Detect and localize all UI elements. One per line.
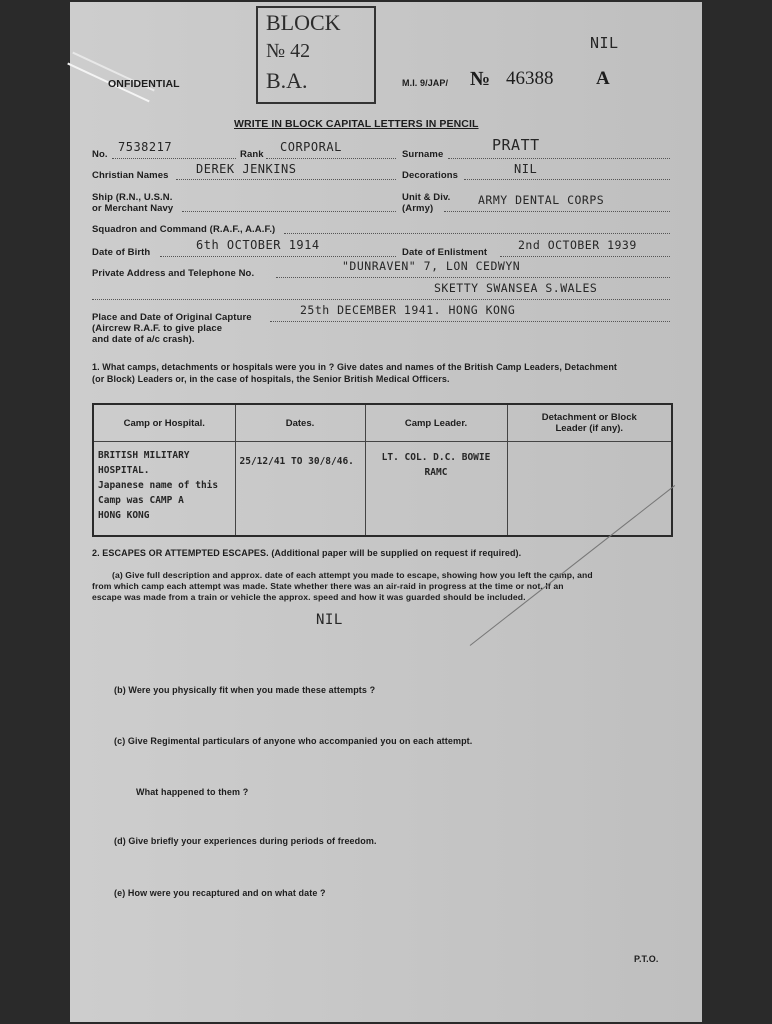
surname-value: PRATT <box>492 136 540 154</box>
q1-text-1: 1. What camps, detachments or hospitals were you in ? Give dates and names of the British Camp Leaders, Detachment <box>92 362 618 372</box>
header-camp-leader: Camp Leader. <box>365 404 507 442</box>
form-letter: A <box>596 68 610 89</box>
q2a-line-3: escape was made from a train or vehicle the approx. speed and how it was guarded should be included. <box>92 592 526 602</box>
header-dates: Dates. <box>235 404 365 442</box>
surname-label: Surname <box>402 149 444 160</box>
q2a-line-2: from which camp each attempt was made. State whether there was an air-raid in progress at the time or not. If an <box>92 581 564 591</box>
cell-camp-leader: LT. COL. D.C. BOWIE RAMC <box>365 442 507 537</box>
service-number: 7538217 <box>118 140 173 154</box>
rank-label: Rank <box>240 149 264 160</box>
stamp-line-3: B.A. <box>266 68 308 93</box>
enlistment-value: 2nd OCTOBER 1939 <box>518 238 637 252</box>
unit-value: ARMY DENTAL CORPS <box>478 193 605 207</box>
q1-text-2: (or Block) Leaders or, in the case of hospitals, the Senior British Medical Officers. <box>92 374 450 384</box>
q2-title: 2. ESCAPES OR ATTEMPTED ESCAPES. (Additional paper will be supplied on request if required). <box>92 548 522 558</box>
ship-label-2: or Merchant Navy <box>92 203 174 214</box>
ship-label-1: Ship (R.N., U.S.N. <box>92 192 173 203</box>
rank-value: CORPORAL <box>280 140 342 154</box>
address-line-2: SKETTY SWANSEA S.WALES <box>434 281 598 295</box>
decorations-label: Decorations <box>402 170 459 181</box>
address-label: Private Address and Telephone No. <box>92 268 255 279</box>
capture-value: 25th DECEMBER 1941. HONG KONG <box>300 303 516 317</box>
q2e-text: (e) How were you recaptured and on what date ? <box>114 888 326 898</box>
form-reference: M.I. 9/JAP/ <box>402 78 449 88</box>
stamp-line-2: № 42 <box>266 40 311 62</box>
q2d-text: (d) Give briefly your experiences during periods of freedom. <box>114 836 377 846</box>
capture-label-3: and date of a/c crash). <box>92 334 195 345</box>
squadron-label: Squadron and Command (R.A.F., A.A.F.) <box>92 224 276 235</box>
capture-label-1: Place and Date of Original Capture <box>92 312 252 323</box>
capture-label-2: (Aircrew R.A.F. to give place <box>92 323 223 334</box>
header-detachment: Detachment or Block Leader (if any). <box>507 404 672 442</box>
unit-label-2: (Army) <box>402 203 434 214</box>
number-symbol: № <box>470 68 491 90</box>
christian-names-label: Christian Names <box>92 170 169 181</box>
q2a-line-1: (a) Give full description and approx. date of each attempt you made to escape, showing how you left the camp, and <box>112 570 593 580</box>
pto-label: P.T.O. <box>634 954 659 964</box>
cell-camp: BRITISH MILITARY HOSPITAL. Japanese name of this Camp was CAMP A HONG KONG <box>93 442 235 537</box>
cell-detachment <box>507 442 672 537</box>
dob-label: Date of Birth <box>92 247 151 258</box>
corner-note: NIL <box>590 34 619 52</box>
escape-answer: NIL <box>316 612 343 628</box>
pencil-instruction: WRITE IN BLOCK CAPITAL LETTERS IN PENCIL <box>234 118 479 130</box>
camps-table <box>92 403 673 537</box>
christian-names-value: DEREK JENKINS <box>196 162 297 176</box>
q2c-text: (c) Give Regimental particulars of anyone who accompanied you on each attempt. <box>114 736 473 746</box>
dob-value: 6th OCTOBER 1914 <box>196 238 320 252</box>
confidential-label: ONFIDENTIAL <box>108 78 180 90</box>
form-number: 46388 <box>506 68 554 89</box>
q2c-followup: What happened to them ? <box>136 787 249 797</box>
header-camp: Camp or Hospital. <box>93 404 235 442</box>
decorations-value: NIL <box>514 162 538 176</box>
enlistment-label: Date of Enlistment <box>402 247 488 258</box>
stamp-line-1: BLOCK <box>266 10 341 35</box>
cell-dates: 25/12/41 TO 30/8/46. <box>235 442 365 537</box>
no-label: No. <box>92 149 108 160</box>
unit-label-1: Unit & Div. <box>402 192 451 203</box>
address-line-1: "DUNRAVEN" 7, LON CEDWYN <box>342 259 521 273</box>
q2b-text: (b) Were you physically fit when you made these attempts ? <box>114 685 376 695</box>
